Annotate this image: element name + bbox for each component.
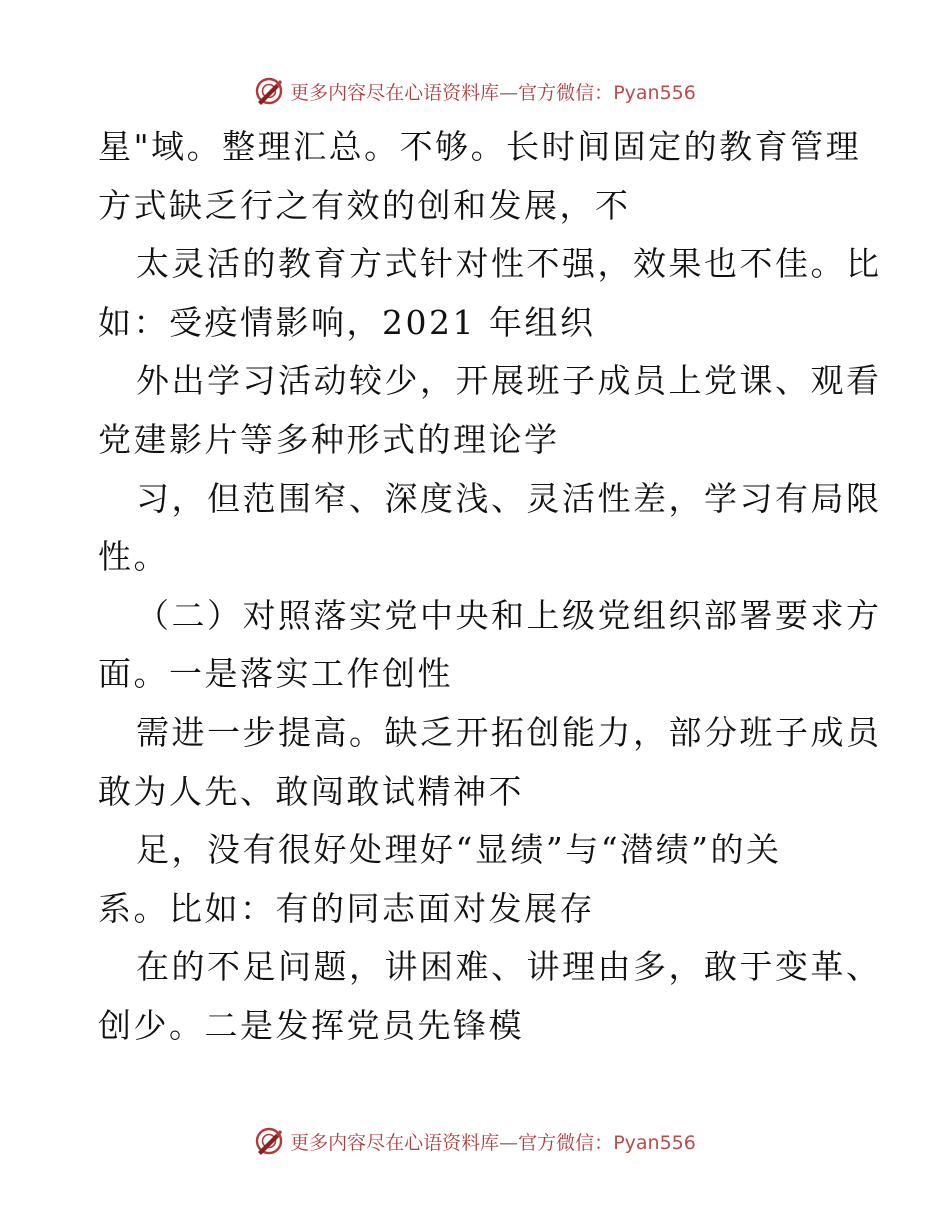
watermark-site-text: 更多内容尽在心语资料库 bbox=[290, 1131, 500, 1154]
text-line: 性。 bbox=[98, 537, 169, 577]
text-line: 方式缺乏行之有效的创和发展，不 bbox=[98, 185, 631, 225]
watermark-site-text: 更多内容尽在心语资料库 bbox=[290, 81, 500, 104]
watermark-wechat-label: 官方微信： bbox=[518, 1131, 614, 1154]
header-watermark bbox=[0, 71, 950, 111]
watermark-dash: — bbox=[499, 1131, 519, 1154]
text-line: 党建影片等多种形式的理论学 bbox=[98, 419, 560, 459]
text-line: 在的不足问题，讲困难、讲理由多，敢于变革、 bbox=[136, 947, 882, 987]
watermark-wechat-id: Pyan556 bbox=[613, 81, 696, 104]
text-line: 习，但范围窄、深度浅、灵活性差，学习有局限 bbox=[136, 478, 882, 518]
text-line: 如：受疫情影响，2021 年组织 bbox=[98, 302, 596, 342]
text-line: （二）对照落实党中央和上级党组织部署要求方 bbox=[136, 595, 882, 635]
text-line: 面。一是落实工作创性 bbox=[98, 654, 453, 694]
text-line: 星"域。整理汇总。不够。长时间固定的教育管理 bbox=[98, 127, 862, 166]
watermark-text bbox=[290, 78, 696, 105]
text-line: 太灵活的教育方式针对性不强，效果也不佳。比 bbox=[136, 244, 882, 284]
text-line: 足，没有很好处理好“显绩”与“潜绩”的关 bbox=[136, 830, 782, 870]
text-line: 系。比如：有的同志面对发展存 bbox=[98, 888, 595, 928]
watermark-wechat-id: Pyan556 bbox=[613, 1131, 696, 1154]
text-line: 敢为人先、敢闯敢试精神不 bbox=[98, 771, 524, 811]
pen-logo-icon bbox=[254, 76, 284, 106]
text-line: 需进一步提高。缺乏开拓创能力，部分班子成员 bbox=[136, 712, 882, 752]
document-body bbox=[98, 118, 882, 1056]
watermark-dash: — bbox=[499, 81, 519, 104]
watermark-text bbox=[290, 1128, 696, 1155]
pen-logo-icon bbox=[254, 1126, 284, 1156]
watermark-wechat-label: 官方微信： bbox=[518, 81, 614, 104]
footer-watermark bbox=[0, 1121, 950, 1161]
text-line: 外出学习活动较少，开展班子成员上党课、观看 bbox=[136, 361, 882, 401]
text-line: 创少。二是发挥党员先锋模 bbox=[98, 1005, 524, 1045]
